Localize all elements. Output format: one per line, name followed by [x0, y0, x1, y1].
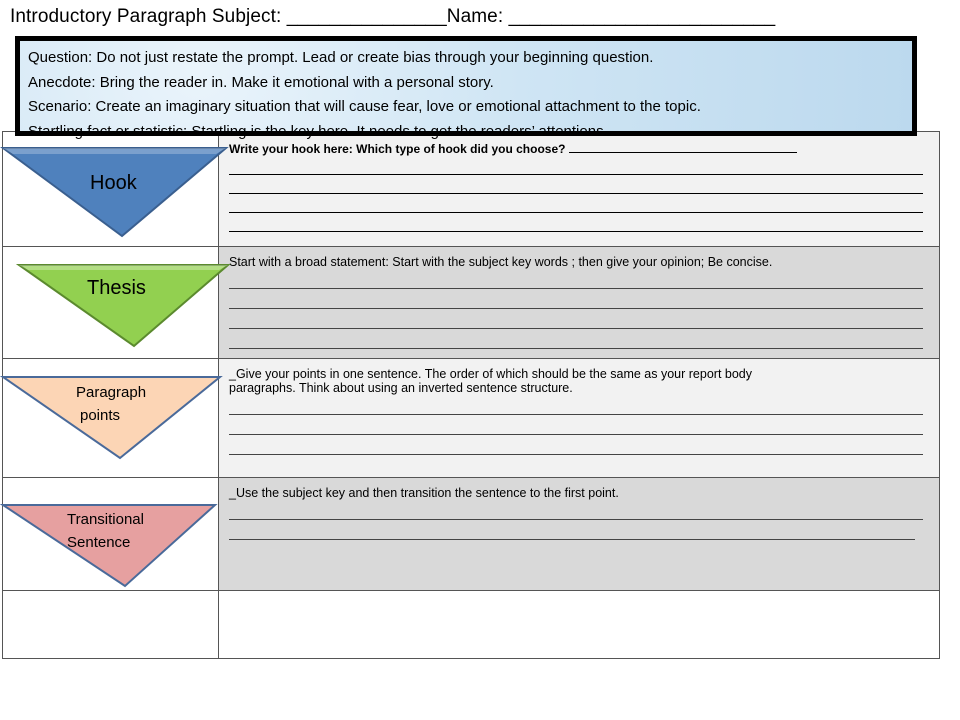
thesis-label: Thesis	[87, 277, 146, 299]
thesis-triangle-icon	[14, 258, 234, 350]
thesis-write-line[interactable]	[229, 309, 923, 329]
transitional-instruction: _Use the subject key and then transition the sentence to the first point.	[229, 486, 619, 500]
empty-right-cell[interactable]	[219, 591, 940, 659]
paragraph-points-write-line[interactable]	[229, 415, 923, 435]
empty-left-cell	[3, 591, 219, 659]
thesis-instruction: Start with a broad statement: Start with the subject key words ; then give your opinion; Be concise.	[229, 255, 773, 269]
hook-types-box	[15, 36, 917, 140]
thesis-write-line[interactable]	[229, 289, 923, 309]
hook-write-line[interactable]	[229, 175, 923, 194]
hook-type-anecdote: Anecdote: Bring the reader in. Make it emotional with a personal story.	[28, 73, 494, 91]
paragraph-points-instruction-line2: paragraphs. Think about using an inverted sentence structure.	[229, 381, 573, 395]
paragraph-points-label-line1: Paragraph	[76, 384, 147, 401]
paragraph-points-write-line[interactable]	[229, 395, 923, 415]
paragraph-points-writing-area[interactable]	[219, 359, 940, 478]
hook-write-line[interactable]	[229, 156, 923, 175]
transitional-writing-area[interactable]	[219, 478, 940, 591]
transitional-write-line[interactable]	[229, 500, 923, 520]
transitional-write-line[interactable]	[229, 520, 915, 540]
hook-type-startling-fact: Startling fact or statistic: Startling is the key here. It needs to get the readers’ attentions.	[28, 122, 608, 140]
page-title: Introductory Paragraph Subject: _______________Name: _________________________	[10, 6, 776, 27]
hook-write-line[interactable]	[229, 213, 923, 232]
hook-label: Hook	[90, 172, 137, 194]
transitional-label-line1: Transitional	[67, 511, 144, 528]
thesis-write-line[interactable]	[229, 329, 923, 349]
thesis-write-line[interactable]	[229, 269, 923, 289]
thesis-writing-area[interactable]	[219, 247, 940, 359]
paragraph-points-label-line2: points	[80, 407, 121, 424]
hook-writing-area[interactable]	[219, 132, 940, 247]
hook-write-line[interactable]	[229, 194, 923, 213]
hook-instruction: Write your hook here: Which type of hook did you choose?	[229, 142, 569, 156]
paragraph-points-write-line[interactable]	[229, 435, 923, 455]
paragraph-points-instruction-line1: _Give your points in one sentence. The order of which should be the same as your report body	[229, 367, 752, 381]
table-row-empty	[3, 591, 940, 659]
hook-type-scenario: Scenario: Create an imaginary situation that will cause fear, love or emotional attachment to the topic.	[28, 98, 701, 115]
transitional-label-line2: Sentence	[67, 534, 131, 551]
hook-type-question: Question: Do not just restate the prompt. Lead or create bias through your beginning question.	[28, 49, 654, 66]
